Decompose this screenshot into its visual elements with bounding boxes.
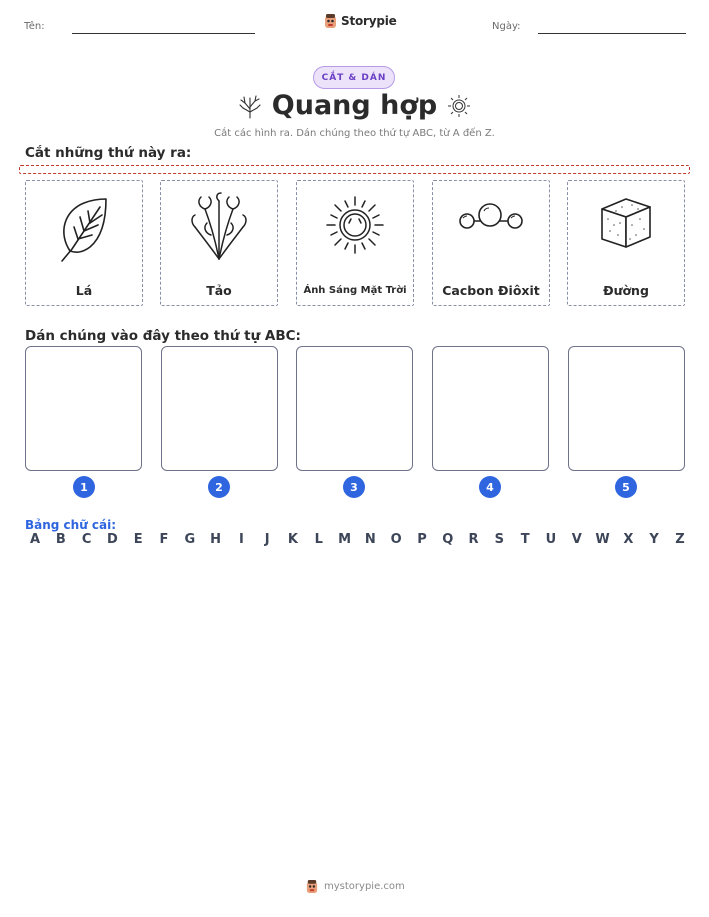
order-number-4: 4 [479, 476, 501, 498]
cut-card-sunlight[interactable] [296, 180, 414, 306]
storypie-mascot-icon [323, 13, 338, 29]
alphabet-row [25, 532, 690, 547]
alphabet-letter: S [494, 532, 505, 547]
storypie-mascot-icon [305, 879, 319, 894]
order-number-5: 5 [615, 476, 637, 498]
alphabet-letter: Q [442, 532, 454, 547]
card-label: Cacbon Điôxit [442, 283, 540, 298]
alphabet-letter: Z [675, 532, 685, 547]
sugar-cube-icon [592, 189, 660, 269]
card-label: Ánh Sáng Mặt Trời [303, 285, 407, 296]
cut-guide-line [19, 165, 690, 174]
paste-box-3[interactable] [296, 346, 413, 471]
alphabet-letter: O [390, 532, 402, 547]
date-label: Ngày: [492, 21, 521, 32]
cut-card-carbon-dioxide[interactable] [432, 180, 550, 306]
page-title: Quang hợp [271, 90, 438, 121]
alphabet-letter: D [106, 532, 118, 547]
name-label: Tên: [24, 21, 45, 32]
card-label: Tảo [206, 283, 232, 298]
paste-box-1[interactable] [25, 346, 142, 471]
paste-box-5[interactable] [568, 346, 685, 471]
instructions: Cắt các hình ra. Dán chúng theo thứ tự ABC, từ A đến Z. [214, 128, 495, 139]
sun-icon [321, 189, 389, 269]
paste-box-4[interactable] [432, 346, 549, 471]
algae-icon [185, 189, 253, 269]
molecule-icon [457, 189, 527, 269]
alphabet-letter: U [545, 532, 557, 547]
footer-site[interactable]: mystorypie.com [324, 881, 405, 892]
cut-heading: Cắt những thứ này ra: [25, 145, 192, 161]
alphabet-letter: I [238, 532, 244, 547]
footer [305, 879, 405, 894]
name-line[interactable] [72, 33, 255, 34]
brand-logo [323, 13, 397, 29]
alphabet-letter: W [595, 532, 610, 547]
alphabet-letter: G [184, 532, 196, 547]
activity-tag: CẮT & DÁN [313, 66, 395, 89]
alphabet-letter: C [81, 532, 92, 547]
alphabet-letter: N [364, 532, 376, 547]
paste-box-2[interactable] [161, 346, 278, 471]
alphabet-letter: P [417, 532, 427, 547]
alphabet-letter: H [210, 532, 222, 547]
order-number-3: 3 [343, 476, 365, 498]
order-number-2: 2 [208, 476, 230, 498]
cut-card-leaf[interactable] [25, 180, 143, 306]
alphabet-letter: F [159, 532, 169, 547]
alphabet-letter: T [520, 532, 530, 547]
alphabet-letter: J [264, 532, 270, 547]
alphabet-letter: M [338, 532, 352, 547]
alphabet-letter: A [29, 532, 41, 547]
alphabet-letter: L [314, 532, 323, 547]
alphabet-letter: K [287, 532, 298, 547]
card-label: Đường [603, 283, 649, 298]
card-label: Lá [75, 283, 93, 298]
alphabet-letter: Y [649, 532, 659, 547]
cut-card-sugar[interactable] [567, 180, 685, 306]
order-number-1: 1 [73, 476, 95, 498]
leaf-icon [50, 189, 118, 269]
alphabet-letter: X [623, 532, 634, 547]
brand-name: Storypie [341, 14, 397, 28]
sun-small-icon [446, 93, 472, 119]
alphabet-letter: V [571, 532, 582, 547]
alphabet-letter: E [133, 532, 143, 547]
cut-card-algae[interactable] [160, 180, 278, 306]
alphabet-letter: R [468, 532, 479, 547]
date-line[interactable] [538, 33, 686, 34]
alphabet-letter: B [55, 532, 66, 547]
alphabet-heading: Bảng chữ cái: [25, 518, 117, 532]
paste-heading: Dán chúng vào đây theo thứ tự ABC: [25, 328, 301, 344]
